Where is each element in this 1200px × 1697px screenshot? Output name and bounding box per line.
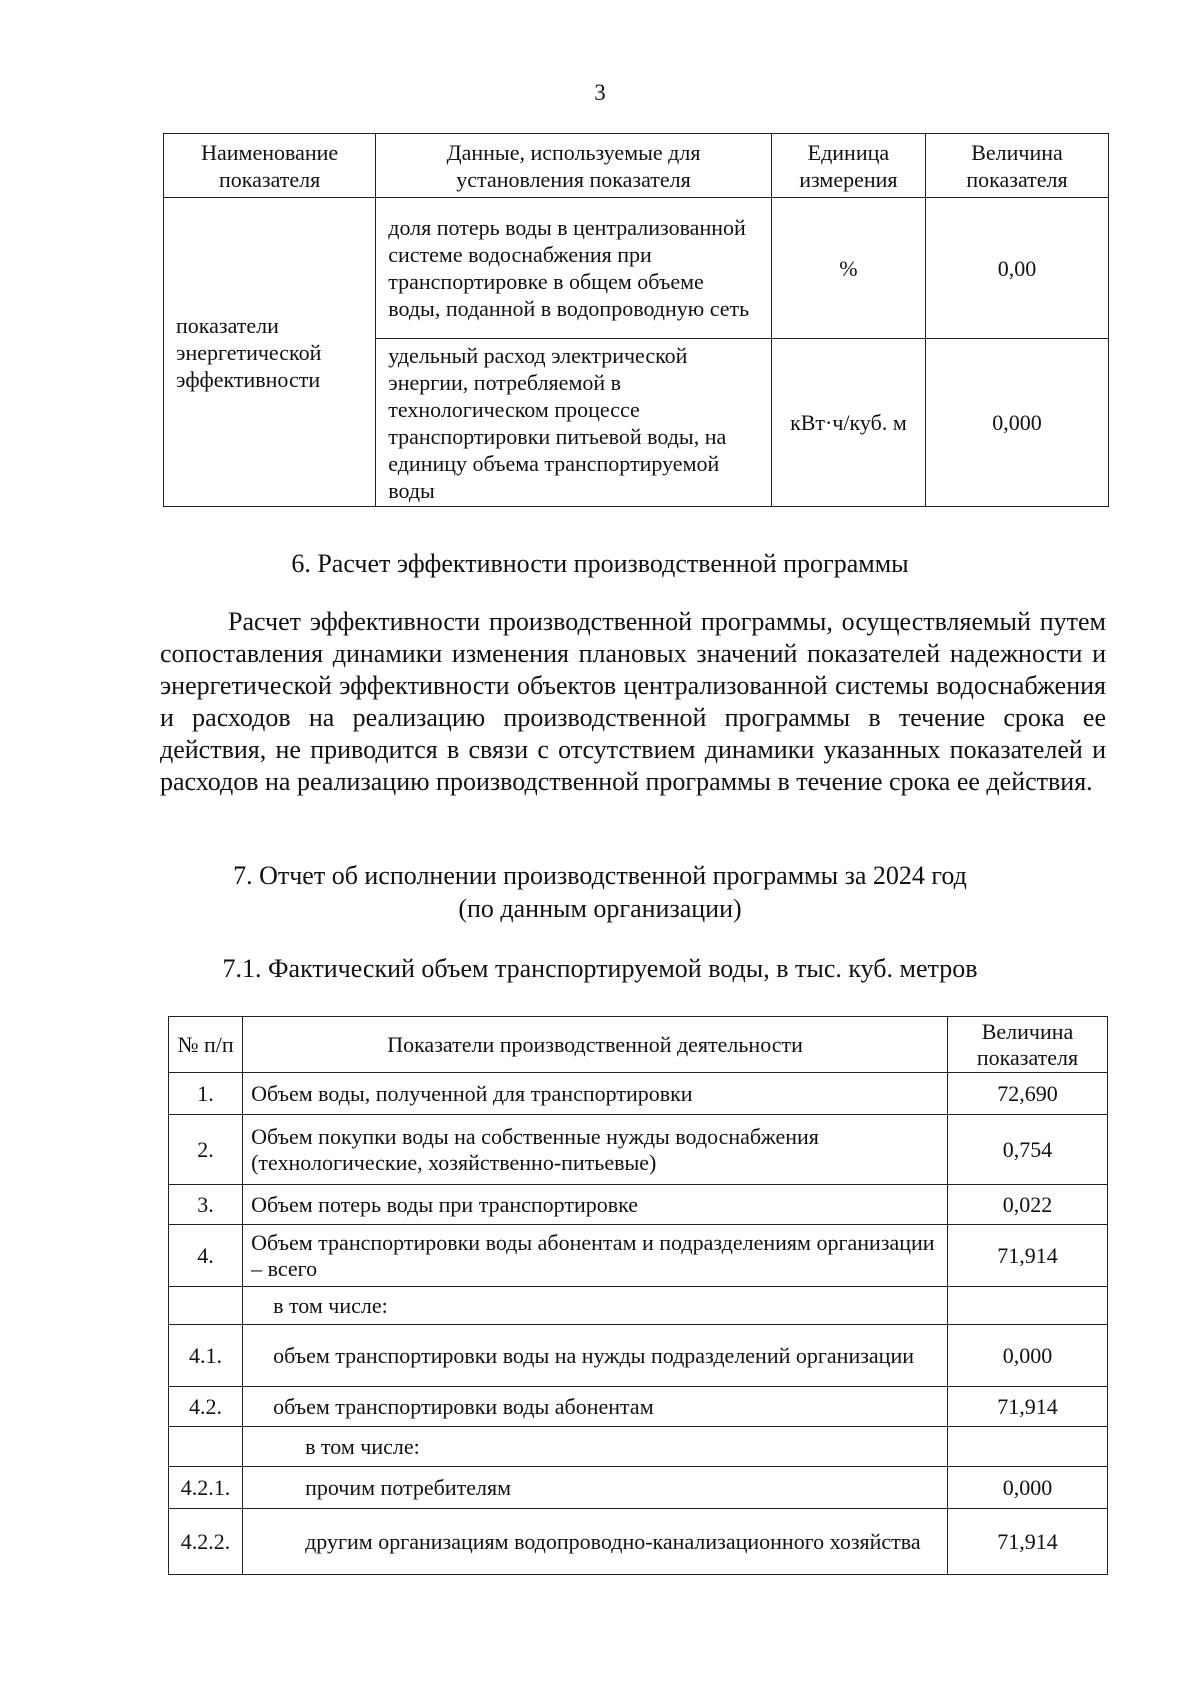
- table-header-row: [164, 134, 1109, 198]
- header-number: № п/п: [169, 1017, 243, 1073]
- value-cell: 0,00: [926, 198, 1109, 339]
- row-number: 1.: [169, 1073, 243, 1115]
- table-row: [169, 1115, 1108, 1185]
- table-row: [169, 1185, 1108, 1225]
- header-value: Величина показателя: [926, 134, 1109, 198]
- page-number: 3: [594, 80, 606, 105]
- row-indicator: Объем транспортировки воды абонентам и подразделениям организации – всего: [243, 1225, 948, 1287]
- row-indicator: в том числе:: [243, 1287, 948, 1325]
- section-6-title: 6. Расчет эффективности производственной программы: [291, 549, 909, 578]
- row-value: [948, 1427, 1108, 1467]
- group-name-cell: показатели энергетической эффективности: [164, 198, 376, 507]
- row-number: 4.2.2.: [169, 1509, 243, 1575]
- row-number: 4.1.: [169, 1325, 243, 1387]
- row-number: 2.: [169, 1115, 243, 1185]
- row-value: 71,914: [948, 1387, 1108, 1427]
- unit-cell: %: [771, 198, 925, 339]
- row-value: 71,914: [948, 1225, 1108, 1287]
- table-row: [169, 1225, 1108, 1287]
- header-value: Величина показателя: [948, 1017, 1108, 1073]
- row-indicator: Объем покупки воды на собственные нужды водоснабжения (технологические, хозяйственно-питьевые): [243, 1115, 948, 1185]
- header-indicator-name: Наименование показателя: [164, 134, 376, 198]
- row-value: 72,690: [948, 1073, 1108, 1115]
- row-indicator: прочим потребителям: [243, 1467, 948, 1509]
- row-number: 3.: [169, 1185, 243, 1225]
- row-number: 4.: [169, 1225, 243, 1287]
- header-indicators: Показатели производственной деятельности: [243, 1017, 948, 1073]
- row-indicator: в том числе:: [243, 1427, 948, 1467]
- section-6-text: Расчет эффективности производственной программы, осуществляемый путем сопоставления динамики изменения плановых значений показателей надежности и энергетической эффективности объектов централизованной системы водоснабжения и расходов на реализацию производственной программы в течение срока ее действия, не приводится в связи с отсутствием динамики указанных показателей и расходов на реализацию производственной программы в течение срока ее действия.: [160, 607, 1106, 796]
- data-cell: удельный расход электрической энергии, потребляемой в технологическом процессе транспортировки питьевой воды, на единицу объема транспортируемой воды: [376, 339, 772, 507]
- table-row: [169, 1467, 1108, 1509]
- header-unit: Единица измерения: [771, 134, 925, 198]
- table-row: [169, 1427, 1108, 1467]
- row-value: 0,000: [948, 1467, 1108, 1509]
- table-row: [169, 1509, 1108, 1575]
- row-indicator: Объем воды, полученной для транспортировки: [243, 1073, 948, 1115]
- production-indicators-table: [168, 1016, 1108, 1575]
- table-row: [169, 1073, 1108, 1115]
- data-cell: доля потерь воды в централизованной системе водоснабжения при транспортировке в общем объеме воды, поданной в водопроводную сеть: [376, 198, 772, 339]
- value-cell: 0,000: [926, 339, 1109, 507]
- section-7-1-subtitle: 7.1. Фактический объем транспортируемой воды, в тыс. куб. метров: [222, 954, 978, 983]
- row-indicator: объем транспортировки воды на нужды подразделений организации: [243, 1325, 948, 1387]
- row-value: 0,754: [948, 1115, 1108, 1185]
- row-indicator: объем транспортировки воды абонентам: [243, 1387, 948, 1427]
- row-number: [169, 1287, 243, 1325]
- row-number: 4.2.: [169, 1387, 243, 1427]
- section-7-title: 7. Отчет об исполнении производственной программы за 2024 год: [233, 861, 967, 890]
- section-7-title-note: (по данным организации): [458, 894, 742, 923]
- row-number: [169, 1427, 243, 1467]
- row-number: 4.2.1.: [169, 1467, 243, 1509]
- table-header-row: [169, 1017, 1108, 1073]
- table-row: [169, 1287, 1108, 1325]
- unit-cell: кВт·ч/куб. м: [771, 339, 925, 507]
- row-value: [948, 1287, 1108, 1325]
- row-value: 71,914: [948, 1509, 1108, 1575]
- table-row: [169, 1325, 1108, 1387]
- table-row: [169, 1387, 1108, 1427]
- row-value: 0,022: [948, 1185, 1108, 1225]
- table-row: [164, 198, 1109, 339]
- header-data-used: Данные, используемые для установления показателя: [376, 134, 772, 198]
- row-indicator: другим организациям водопроводно-канализационного хозяйства: [243, 1509, 948, 1575]
- row-indicator: Объем потерь воды при транспортировке: [243, 1185, 948, 1225]
- row-value: 0,000: [948, 1325, 1108, 1387]
- energy-efficiency-table: [163, 133, 1109, 507]
